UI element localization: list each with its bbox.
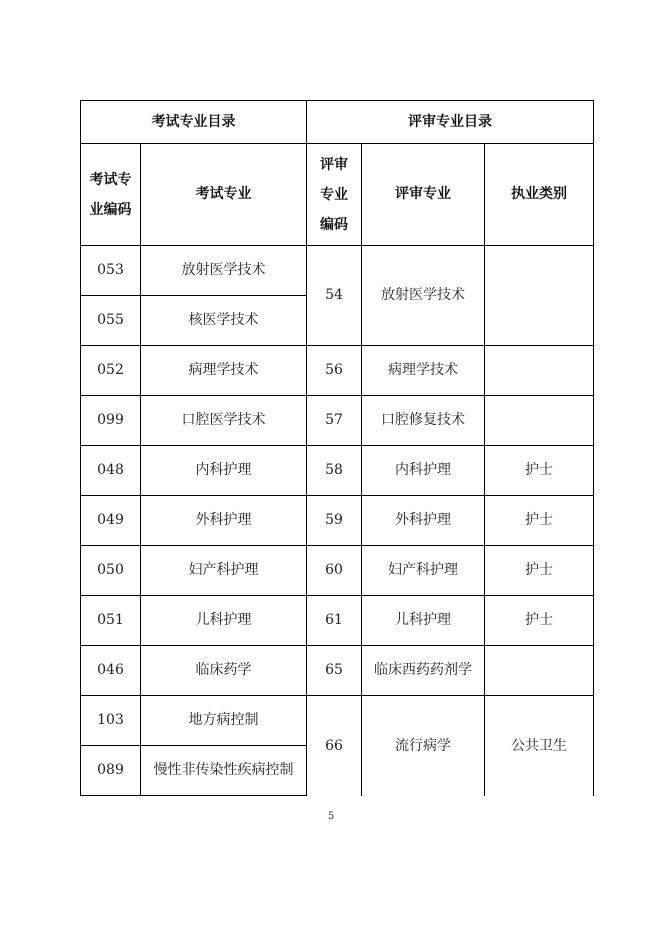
exam-major-cell: 内科护理 (141, 446, 307, 496)
exam-code-column-header (81, 144, 141, 246)
review-code-header-line1: 评审 (320, 156, 348, 173)
exam-catalog-header: 考试专业目录 (81, 101, 307, 144)
review-major-column-header: 评审专业 (362, 144, 485, 246)
review-major-cell: 外科护理 (362, 496, 485, 546)
exam-code-cell: 051 (81, 596, 141, 646)
table-row (81, 646, 594, 696)
review-code-cell: 56 (307, 346, 362, 396)
review-code-header-line2: 专业 (320, 186, 348, 203)
exam-major-cell: 外科护理 (141, 496, 307, 546)
practice-category-cell: 护士 (485, 496, 594, 546)
review-major-cell: 儿科护理 (362, 596, 485, 646)
page-number: 5 (327, 811, 335, 822)
review-code-cell: 61 (307, 596, 362, 646)
exam-major-cell: 慢性非传染性疾病控制 (141, 746, 307, 796)
exam-major-cell: 核医学技术 (141, 296, 307, 346)
exam-code-cell: 048 (81, 446, 141, 496)
table-row (81, 546, 594, 596)
header-row-catalogs (81, 101, 594, 144)
exam-code-cell: 049 (81, 496, 141, 546)
table-row (81, 696, 594, 746)
exam-code-header-line1: 考试专 (89, 171, 132, 188)
practice-category-cell (485, 246, 594, 346)
review-major-cell: 放射医学技术 (362, 246, 485, 346)
review-catalog-header: 评审专业目录 (307, 101, 594, 144)
exam-code-cell: 055 (81, 296, 141, 346)
practice-category-cell: 护士 (485, 446, 594, 496)
review-code-column-header (307, 144, 362, 246)
exam-code-header-line2: 业编码 (89, 201, 132, 218)
exam-code-cell: 052 (81, 346, 141, 396)
review-major-cell: 妇产科护理 (362, 546, 485, 596)
practice-category-cell: 公共卫生 (485, 696, 594, 796)
exam-major-cell: 病理学技术 (141, 346, 307, 396)
review-major-cell: 病理学技术 (362, 346, 485, 396)
exam-code-cell: 046 (81, 646, 141, 696)
table-row (81, 396, 594, 446)
exam-major-cell: 地方病控制 (141, 696, 307, 746)
table-row (81, 596, 594, 646)
exam-code-cell: 103 (81, 696, 141, 746)
table-row (81, 346, 594, 396)
practice-category-cell: 护士 (485, 596, 594, 646)
exam-code-cell: 099 (81, 396, 141, 446)
review-code-cell: 54 (307, 246, 362, 346)
review-code-header-line3: 编码 (320, 216, 348, 233)
review-code-cell: 58 (307, 446, 362, 496)
practice-category-cell (485, 646, 594, 696)
practice-category-cell: 护士 (485, 546, 594, 596)
practice-category-column-header: 执业类别 (485, 144, 594, 246)
exam-major-cell: 口腔医学技术 (141, 396, 307, 446)
review-major-cell: 内科护理 (362, 446, 485, 496)
exam-code-cell: 089 (81, 746, 141, 796)
exam-major-cell: 放射医学技术 (141, 246, 307, 296)
practice-category-cell (485, 396, 594, 446)
exam-major-cell: 儿科护理 (141, 596, 307, 646)
practice-category-cell (485, 346, 594, 396)
table-row (81, 446, 594, 496)
table-row (81, 246, 594, 296)
review-major-cell: 口腔修复技术 (362, 396, 485, 446)
exam-major-cell: 临床药学 (141, 646, 307, 696)
review-code-cell: 60 (307, 546, 362, 596)
review-code-cell: 57 (307, 396, 362, 446)
review-code-cell: 65 (307, 646, 362, 696)
review-major-cell: 流行病学 (362, 696, 485, 796)
review-major-cell: 临床西药药剂学 (362, 646, 485, 696)
review-code-cell: 66 (307, 696, 362, 796)
exam-major-column-header: 考试专业 (141, 144, 307, 246)
exam-code-cell: 050 (81, 546, 141, 596)
exam-code-cell: 053 (81, 246, 141, 296)
exam-major-cell: 妇产科护理 (141, 546, 307, 596)
specialty-catalog-table (80, 100, 594, 796)
review-code-cell: 59 (307, 496, 362, 546)
table-row (81, 496, 594, 546)
header-row-columns (81, 144, 594, 246)
